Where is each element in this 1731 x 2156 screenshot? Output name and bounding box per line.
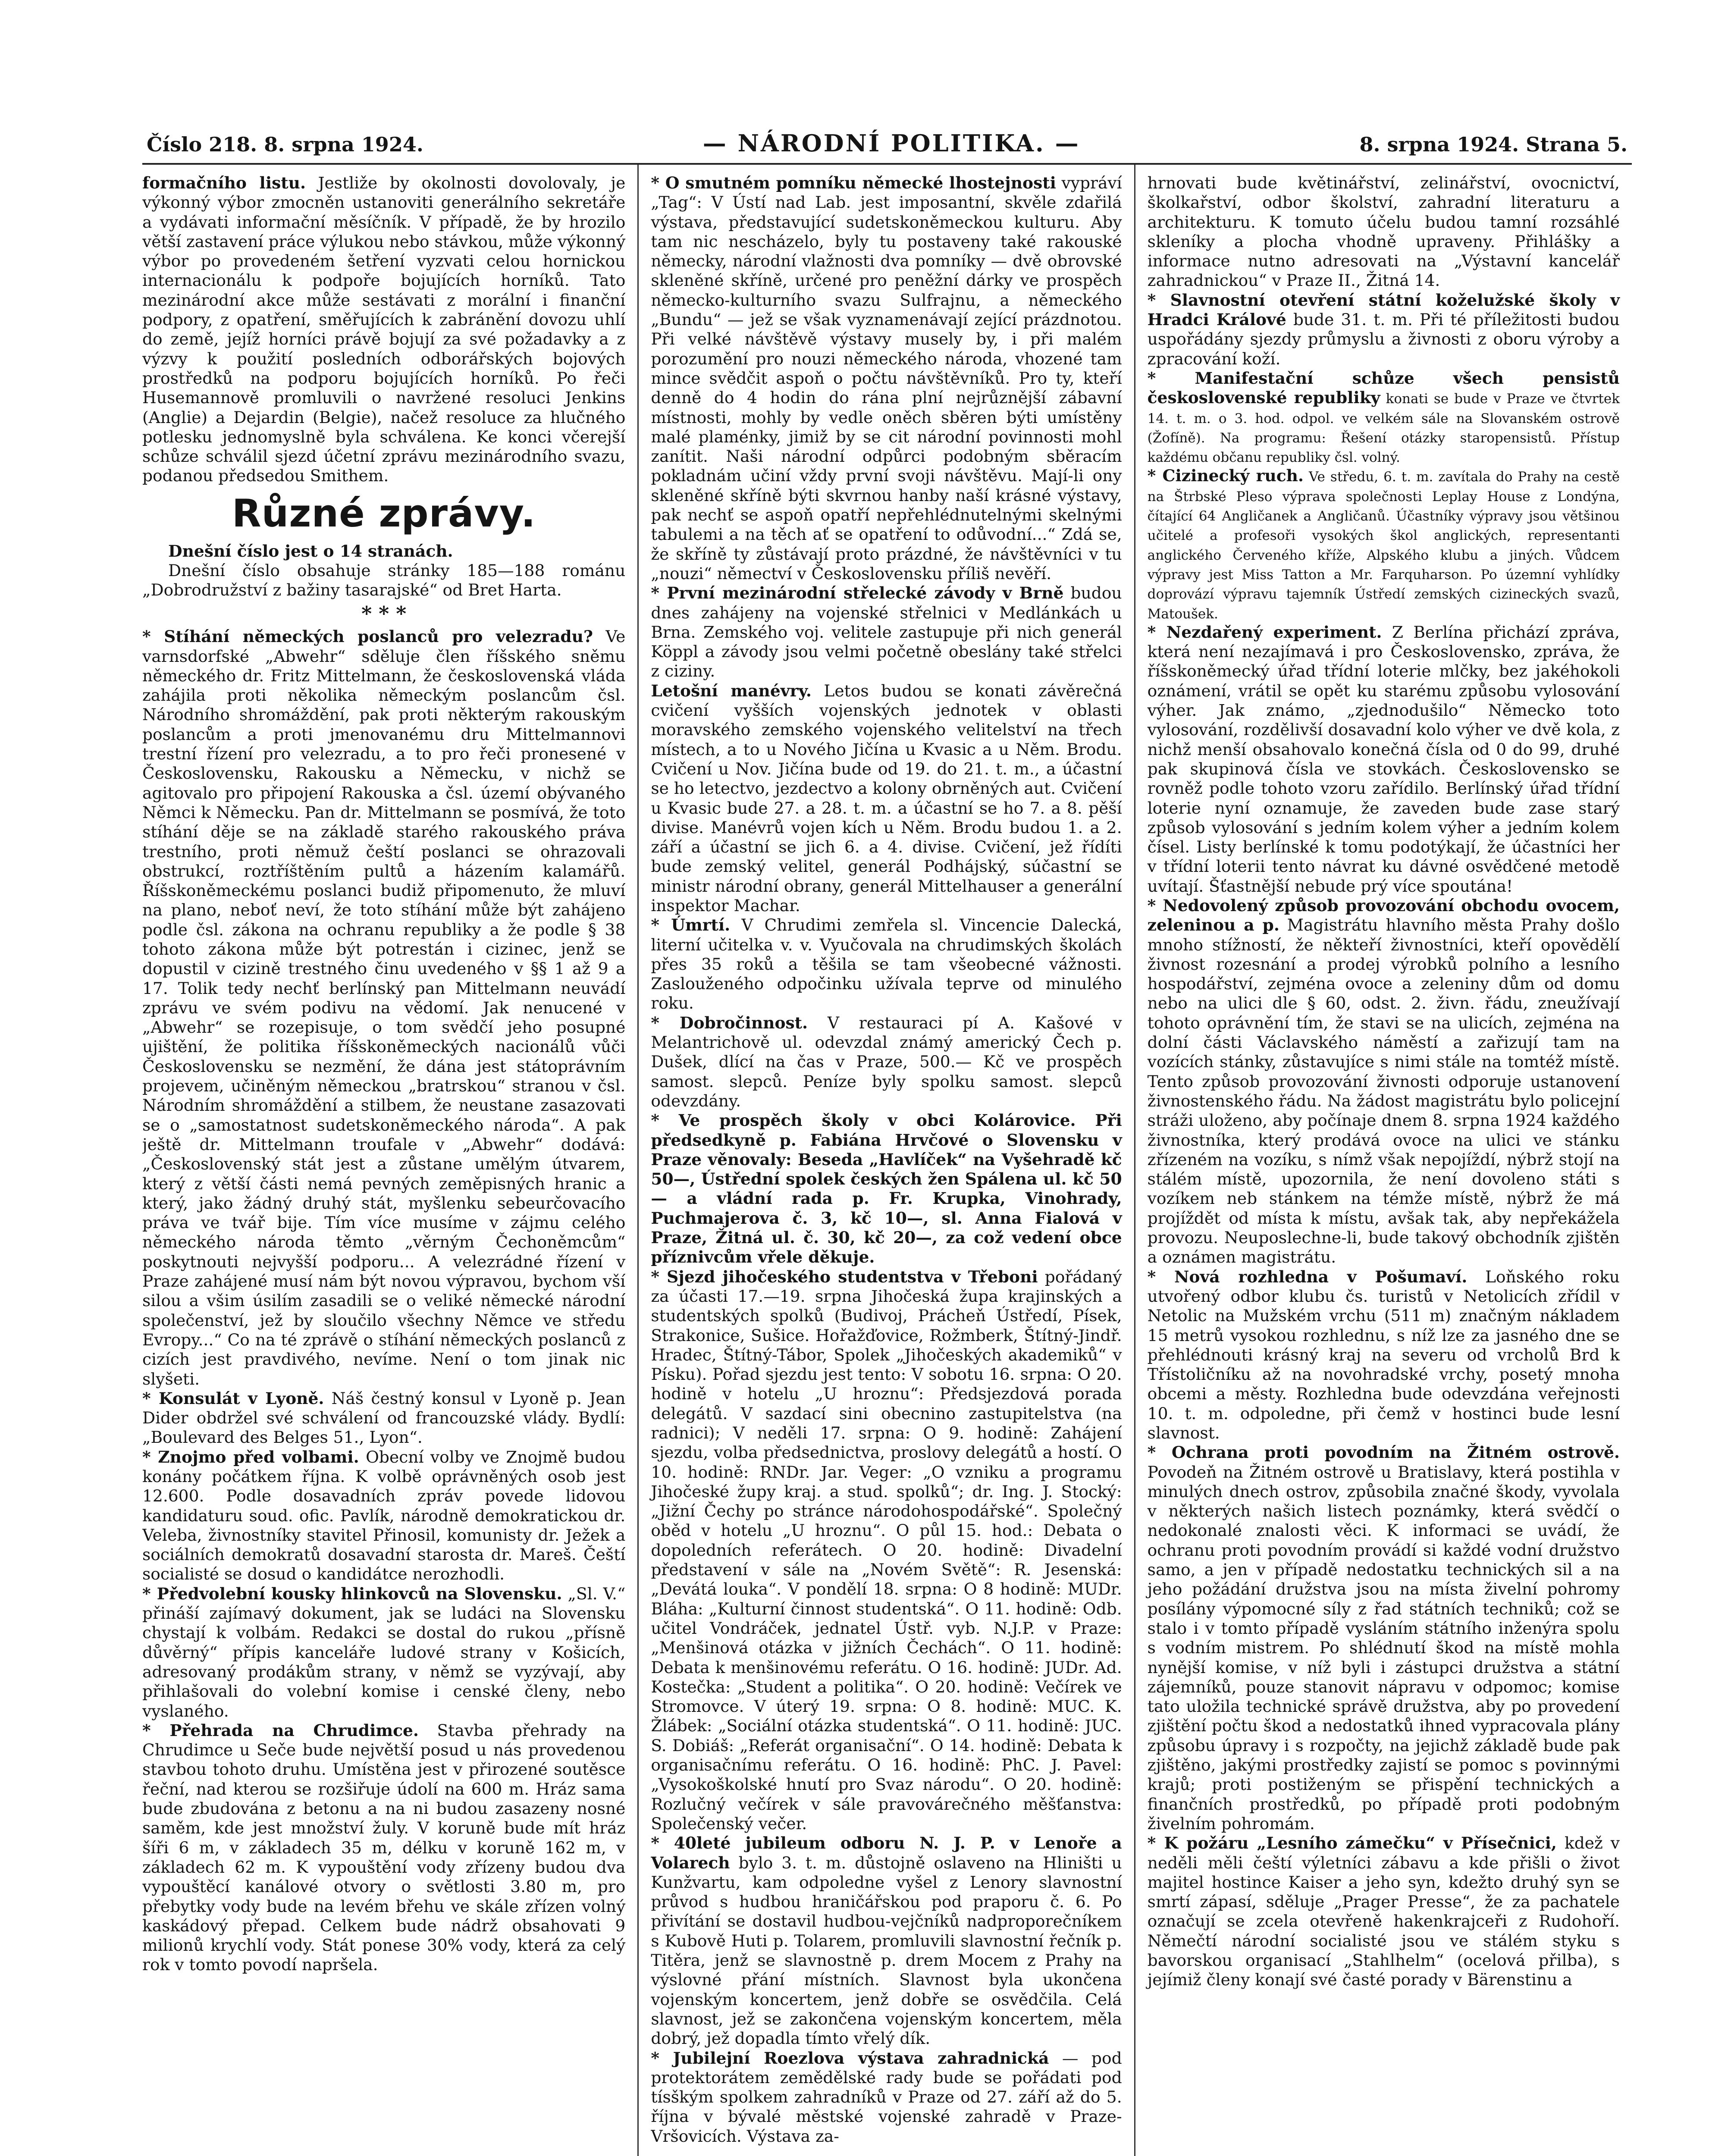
article-shooting-contest xyxy=(651,583,1122,681)
article-body: „Sl. V.“ přináší zajímavý dokument, jak se ludáci na Slovensku chystají k volbám. Redakci se dostal do rukou „přísně důvěrný“ přípis kanceláře ludové strany v Košicích, adresovaný prodákům strany, v němž se vyzývají, aby přihlašovali do volební komise i censké členy, nebo vyslaného. xyxy=(142,1584,626,1720)
issue-info: Číslo 218. 8. srpna 1924. xyxy=(147,133,423,156)
article-body: Stavba přehrady na Chrudimce u Seče bude největší posud u nás provedenou stavbou tohoto druhu. Umístěna jest v přirozené soutěsce řeční, nad kterou se rozšiřuje údolí na 600 m. Hráz sama bude zbudována z betonu a na ni budou zasazeny nosné saměm, kde jest množství žuly. V koruně bude mít hráz šíři 6 m, v základech 35 m, délku v koruně 162 m, v základech 62 m. K vypouštění vody zřízeny budou dva vypouštěcí kanálové otvory o světlosti 3.80 m, pro přebytky vody bude na levém břehu ve skále zřízen volný kaskádový přepad. Celkem bude nádrž obsahovati 9 milionů krychlí vody. Stát ponese 30% vody, která za celý rok v tomto povodí napršela. xyxy=(142,1720,626,1974)
article-deputies-prosecution xyxy=(142,627,625,1389)
article-pages-note xyxy=(142,542,625,561)
article-body: Jestliže by okolnosti dovolovaly, je výkonný výbor zmocněn ustanoviti generálního sekretáře a vydávati informační měsíčník. V případě, že by hrozilo větší zastavení práce výlukou nebo stávkou, může výkonný výbor po provedeném šetření vyzvati celou hornickou internacionálu k podpoře bojujících horníků. Tato mezinárodní akce může sestávati z morální i finanční podpory, z opatření, směřujících k zabránění dovozu uhlí do země, jejíž horníci právě bojují za své požadavky a z výzvy k použití posledních odborářských bojových prostředků na podporu bojujících horníků. Po řeči Husemannově promluvili o navržené resoluci Jenkins (Anglie) a Dejardin (Belgie), načež resoluce za hlučného potlesku jednomyslně byla schválena. Ke konci včerejší schůze schválil sjezd účetní zprávu mezinárodního svazu, podanou předsedou Smithem. xyxy=(142,173,626,486)
article-garden-exhibition xyxy=(651,2049,1122,2146)
article-lead: * Manifestační schůze všech pensistů československé republiky xyxy=(1147,368,1620,407)
article-fire-report xyxy=(1148,1833,1620,1990)
article-slovakia-elections xyxy=(142,1584,625,1721)
article-body: V Chrudimi zemřela sl. Vincencie Dalecká, literní učitelka v. v. Vyučovala na chrudimských školách přes 35 roků a těšila se tam všeobecné vážnosti. Zaslouženého odpočinku užívala teprve od minulého roku. xyxy=(651,915,1122,1013)
article-death xyxy=(651,915,1122,1013)
article-lead: * Nezdařený experiment. xyxy=(1147,622,1382,642)
article-body: Obecní volby ve Znojmě budou konány počátkem října. K volbě oprávněných osob jest 12.600. Podle dosavadních zpráv povede lidovou kandidaturu soud. ofic. Pavlík, národně demokratickou dr. Veleba, živnostníky stavitel Přinosil, komunisty dr. Ježek a sociálních demokratů dosavadní starosta dr. Mareš. Čeští socialisté se dosud o kandidátce nerozhodli. xyxy=(142,1447,626,1584)
article-lead: * K požáru „Lesního zámečku“ v Přísečnici, xyxy=(1147,1833,1557,1853)
article-lead: * První mezinárodní střelecké závody v Brně xyxy=(651,583,1064,603)
article-body: V restauraci pí A. Kašové v Melantrichově ul. odevzdal známý americký Čech p. Dušek, dlící na čas v Praze, 500.— Kč ve prospěch samost. slepců. Peníze byly spolku samost. slepců odevzdány. xyxy=(651,1013,1122,1110)
article-body: pořádaný za účasti 17.—19. srpna Jihočeská župa krajinských a studentských spolků (Budivoj, Prácheň Ústředí, Písek, Strakonice, Sušice. Hořažďovice, Rožmberk, Štítný-Jindř. Hradec, Štítný-Tábor, Spolek „Jihočeských akademiků“ v Písku). Pořad sjezdu jest tento: V sobotu 16. srpna: O 20. hodině v hotelu „U hroznu“: Předsjezdová porada delegátů. V sazdací sini obecnino zastupitelstva (na radnici); V neděli 17. srpna: O 9. hodině: Zahájení sjezdu, volba předsednictva, proslovy delegátů a hostí. O 10. hodině: RNDr. Jar. Veger: „O vzniku a programu Jihočeské župy kraj. a stud. spolků“; dr. Ing. J. Stocký: „Jižní Čechy po stránce národohospodářské“. Společný oběd v hotelu „U hroznu“. O půl 15. hod.: Debata o dopoledních referátech. O 20. hodině: Divadelní představení v sále na „Novém Světě“: R. Jesenská: „Devátá louka“. V pondělí 18. srpna: O 8 hodině: MUDr. Bláha: „Kulturní činnost studentská“. O 11. hodině: Odb. učitel Vondráček, jednatel Ústř. vyb. N.J.P. v Praze: „Menšinová otázka v jižních Čechách“. O 11. hodině: Debata k menšinovému referátu. O 16. hodině: JUDr. Ad. Kostečka: „Student a politika“. O 20. hodině: Večírek ve Stromovce. V úterý 19. srpna: O 8. hodině: MUC. K. Žlábek: „Sociální otázka studentská“. O 11. hodině: JUC. S. Dobiáš: „Referát organisační“. O 14. hodině: Debata k organisačnímu referátu. O 16. hodině: PhC. J. Pavel: „Vysokoškolské hnutí pro Svaz národu“. O 20. hodině: Rozlučný večírek v sále pravovárečného měšťanstva: Společenský večer. xyxy=(651,1267,1122,1833)
article-lead: Letošní manévry. xyxy=(651,681,812,700)
article-tannery-school xyxy=(1148,291,1620,369)
article-lead: * Dobročinnost. xyxy=(651,1013,808,1032)
article-student-congress xyxy=(651,1267,1122,1834)
article-lenora-jubilee xyxy=(651,1833,1122,2048)
article-body: Ve středu, 6. t. m. zavítala do Prahy na cestě na Štrbské Pleso výprava společnosti Leplay House z Londýna, čítající 64 Angličanek a Angličanů. Účastníky výpravy jsou většinou učitelé a profesoři vysokých škol anglických, representanti anglického Červeného kříže, Alpského klubu a jiných. Vůdcem výpravy jest Miss Tatton a Mr. Farquharson. Po územní vyhlídky doprovází výpravu tajemník Ústředí zemských cizineckých svazů, Matoušek. xyxy=(1147,469,1620,622)
separator-stars: * * * xyxy=(361,602,407,625)
article-body: Z Berlína přichází zpráva, která není nezajímavá i pro Československo, zpráva, že říšskoněmecký úřad třídní loterie mlčky, bez jakéhokoli oznámení, vrátil se opět ku starému způsobu vylosování výher. Jak známo, „zjednodušilo“ Německo toto vylosování, rozdělivší dosavadní kolo výher ve dvě kola, z nichž menší obsahovalo konečná čísla od 0 do 99, druhé pak skupinová čísla ve stovkách. Československo se rovněž podle tohoto vzoru zařídilo. Berlínský úřad třídní loterie nyní oznamuje, že zaveden bude zase starý způsob vylosování s jedním kolem výher a jedním kolem čísel. Listy berlínské k tomu podotýkají, že účastníci her v třídní loterii tento návrat ku dávné osvědčené metodě uvítají. Šťastnější nebude prý více spoutána! xyxy=(1147,622,1620,896)
article-lead: * Znojmo před volbami. xyxy=(142,1447,359,1467)
masthead xyxy=(142,129,1632,165)
column-2 xyxy=(639,165,1135,2156)
article-columns xyxy=(142,165,1632,2156)
article-lead: formačního listu. xyxy=(142,173,306,192)
article-lead: * Předvolební kousky hlinkovců na Slovensku. xyxy=(142,1584,562,1603)
article-lead: * Úmrtí. xyxy=(651,915,731,935)
article-lead: * Jubilejní Roezlova výstava zahradnická xyxy=(651,2048,1049,2068)
article-body: budou dnes zahájeny na vojenské střelnici v Medlánkách u Brna. Zemského voj. velitele zastupuje při nich generál Köppl a závody jsou velmi početně obeslány také střelci z ciziny. xyxy=(651,583,1122,681)
article-kolarovice-school xyxy=(651,1111,1122,1267)
article-pensioners-meeting xyxy=(1148,369,1620,466)
article-body: bylo 3. t. m. důstojně oslaveno na Hliništi u Kunžvartu, kam odpoledne vyšel z Lenory slavnostní průvod s hudbou hraničářskou pod praporu č. 6. Po přivítání se dostavil hudbou-vejčníků nadproporečníkem s Kubově Huti p. Tolarem, promluvili slavnostní řečník p. Titěra, jenž se slavnostně p. drem Mocem z Prahy na výslovné přání místních. Slavnost byla ukončena vojenským koncertem, jenž dobře se osvědčila. Celá slavnost, jež se zakončena vojenským koncertem, měla dobrý, jež dopadla tímto vřelý dík. xyxy=(651,1853,1122,2048)
article-garden-exhibition-cont xyxy=(1148,173,1620,291)
article-znojmo-elections xyxy=(142,1448,625,1584)
article-lead: * Sjezd jihočeského studentstva v Třeboni xyxy=(651,1267,1038,1286)
newspaper-title: — NÁRODNÍ POLITIKA. — xyxy=(702,129,1080,157)
article-body: kdež v neděli měli čeští výletníci zábavu a kde přišli o život majitel hostince Kaiser a jeho syn, kdežto druhý syn se smrtí zápasí, sděluje „Prager Presse“, že za pachatele označují se zcela otevřeně hakenkrajceři z Rudohoří. Němečtí národní socialisté jsou ve stálém styku s bavorskou organisací „Stahlhelm“ (ocelová přilba), s jejímiž členy konají své časté porady v Bärenstinu a xyxy=(1147,1833,1620,1990)
article-flood-protection xyxy=(1148,1443,1620,1833)
article-tourism xyxy=(1148,466,1620,622)
article-body: Ve varnsdorfské „Abwehr“ sděluje člen říšského sněmu německého dr. Fritz Mittelmann, že československá vláda zahájila proti několika německým poslancům čsl. Národního shromáždění, pak proti některým rakouským poslancům a proti jmenovanému dru Mittelmannovi trestní řízení pro velezradu, a to pro řeči pronesené v Československu, Rakousku a Německu, v nichž se agitovalo pro připojení Rakouska a čsl. území obývaného Němci k Německu. Pan dr. Mittelmann se posmívá, že toto stíhání děje se na základě starého rakouského práva trestního, proti němuž čeští poslanci se ohrazovali obstrukcí, roztříštěním pultů a házením kalamářů. Říšskoněmeckému poslanci budiž připomenuto, že mluví na plano, neboť neví, že toto stíhání může být zahájeno podle čsl. zákona na ochranu republiky a že podle § 38 tohoto zákona může být potrestán i cizinec, jenž se dopustil v cizině trestného činu uvedeného v §§ 1 až 9 a 17. Tolik tedy nechť berlínský pan Mittelmann neuvádí zprávu ve svém podivu na vědomí. Jak nenucené v „Abwehr“ se rozepisuje, o tom svědčí jeho posupné ujištění, že politika říšskoněmeckých nacionálů vůči Československu se nezmění, že dána jest státoprávním projevem, učiněným německou „bratrskou“ stranou v čsl. Národním shromáždění a stilbem, že neustane zasazovati se o „samostatnost sudetskoněmeckého národa“. A pak ještě dr. Mittelmann troufale v „Abwehr“ dodává: „Československý stát jest a zůstane umělým útvarem, který z větší části nemá pevných zeměpisných hranic a který, jako žádný druhý stát, myšlenku sebeurčovacího práva ve tvář bije. Tím více musíme v zájmu celého německého národa těmto „věrným Čechoněmcům“ poskytnouti nejvyšší podporu... A velezrádné řízení v Praze zahájené musí nám být novou výpravou, bychom vší silou a všim úsilím zasadili se o veliké německé národní společenství, jež by sloučilo všechny Němce ve středu Evropy...“ Co na té zprávě o stíhání německých poslanců z cizích jest pravdivého, nevíme. Není o tom jinak nic slyšeti. xyxy=(142,627,626,1388)
article-lead: * Stíhání německých poslanců pro velezradu? xyxy=(142,627,593,646)
article-lottery-experiment xyxy=(1148,623,1620,896)
article-body: Dnešní číslo obsahuje stránky 185—188 románu „Dobrodružství z bažiny tasarajské“ od Bret Harta. xyxy=(142,561,626,600)
date-page-info: 8. srpna 1924. Strana 5. xyxy=(1359,133,1628,156)
article-lead: * Ve prospěch školy v obci Kolárovice. xyxy=(651,1111,1076,1130)
article-street-vendors xyxy=(1148,896,1620,1267)
article-body: Magistrátu hlavního města Prahy došlo mnoho stížností, že někteří živnostníci, kteří opovědělí živnost rozesnání a prodej výrobků polního a lesního hospodářství, zejména ovoce a zeleniny dům od domu nebo na ulici dle § 60, odst. 2. živn. řádu, zneužívají tohoto oprávnění tím, že stavi se na ulicích, zejména na dolní části Václavského náměstí a zařizují tam na vozících stánky, zůstavujíce s nimi stále na tomtéž místě. Tento způsob provozování živnosti odporuje ustanovení živnostenského řádu. Na žádost magistrátu bylo policejní stráži uloženo, aby počínaje dnem 8. srpna 1924 každého živnostníka, který prodává ovoce na ulici ve stánku zřízeném na vozíku, s nímž však nepojíždí, nýbrž stojí na stálém místě, upozornila, že není dovoleno státi s vozíkem neb stánkem na témže místě, nýbrž že má projíždět od místa k místu, avšak tak, aby nepřekážela provozu. Neuposlechne-li, bude takový obchodník zjištěn a oznámen magistrátu. xyxy=(1147,915,1620,1267)
article-maneuvers xyxy=(651,681,1122,916)
article-lead: * Přehrada na Chrudimce. xyxy=(142,1720,419,1740)
article-lead: Dnešní číslo jest o 14 stranách. xyxy=(168,541,453,561)
article-lead: * Konsulát v Lyoně. xyxy=(142,1388,324,1408)
article-body: — pod protektorátem zemědělské rady bude se pořádati pod tísškým spolkem zahradníků v Praze od 27. září až do 5. října v bývalé městské vojenské zahradě v Praze-Vršovicích. Výstava za- xyxy=(651,2048,1122,2146)
article-miners-resolution xyxy=(142,173,625,486)
column-3 xyxy=(1135,165,1632,2156)
article-lead: * Nová rozhledna v Pošumaví. xyxy=(1147,1267,1468,1286)
article-lead: * O smutném pomníku německé lhostejnosti xyxy=(651,173,1056,192)
article-body: hrnovati bude květinářství, zelinářství, ovocnictví, školkařství, odbor školství, zahradní literaturu a architekturu. K tomuto účelu budou tamní rozsáhlé skleníky a plocha vhodně upraveny. Přihlášky a informace nutno adresovati na „Výstavní kancelář zahradnickou“ v Praze II., Žitná 14. xyxy=(1147,173,1620,290)
article-body: Povodeň na Žitném ostrově u Bratislavy, která postihla v minulých dnech ostrov, způsobila značné škody, vyvolala v některých našich listech poznámky, která svědčí o nedokonalé znalosti věci. K informaci se uvádí, že ochranu proti povodním provádí si každé vodní družstvo samo, a jen v případě nedostatku technických sil a na jeho požádání družstva jsou na místa živelní pohromy posílány výpomocné síly z řad státních techniků; což se stalo i v tomto případě vysláním státního inženýra spolu s vodním mistrem. Po shlédnutí škod na místě mohla nynější komise, v níž byli i zástupci družstva a státní zájemníků, pouze stanovit nápravu v odpomoc; komise tato uložila technické správě družstva, aby po provedení zjištění počtu škod a nedostatků ihned vypracovala plány způsobu úpravy i s rozpočty, na jejichž základě bude pak zjištěno, jakými prostředky zajistí se pomoc s povinnými krajů; proti postiženým se přispění technických a finančních prostředků, po případě proti podobným živelním pohromám. xyxy=(1147,1462,1620,1833)
article-body: Náš čestný konsul v Lyoně p. Jean Dider obdržel své schválení od francouzské vlády. Bydlí: „Boulevard des Belges 51., Lyon“. xyxy=(142,1388,626,1447)
article-body: bude 31. t. m. Při té příležitosti budou uspořádány sjezdy průmyslu a živnosti z oboru výroby a zpracování koží. xyxy=(1147,310,1620,368)
section-heading: Různé zprávy. xyxy=(232,491,536,536)
article-lead: * Nedovolený způsob provozování obchodu ovocem, zeleninou a p. xyxy=(1147,896,1620,935)
article-charity xyxy=(651,1013,1122,1111)
article-body: Při předsedkyně p. Fabiána Hrvčové o Slovensku v Praze věnovaly: Beseda „Havlíček“ na Vyšehradě kč 50—, Ústřední spolek českých žen Spálena ul. kč 50— a vládní rada p. Fr. Krupka, Vinohrady, Puchmajerova č. 3, kč 10—, sl. Anna Fialová v Praze, Žitná ul. č. 30, kč 20—, za což vedení obce příznivcům vřele děkuje. xyxy=(651,1111,1122,1267)
article-lyon-consulate xyxy=(142,1389,625,1448)
article-body: Loňského roku utvořený odbor klubu čs. turistů v Netolicích zřídil v Netolic na Mužském vrchu (511 m) značným nákladem 15 metrů vysokou rozhlednu, s níž lze za jasného dne se přehlédnouti krásný kraj na severu od vrcholů Brd k Třístoličníku až na novohradské vrchy, posetý mnoha obcemi a městy. Rozhledna bude odevzdána veřejnosti 10. t. m. odpoledne, při čemž v hostinci bude lesní slavnost. xyxy=(1147,1267,1620,1442)
article-body: Letos budou se konati závěrečná cvičení vyšších vojenských jednotek v oblasti moravského zemského vojenského velitelství na třech místech, a to u Nového Jičína u Kvasic a u Něm. Brodu. Cvičení u Nov. Jičína bude od 19. do 21. t. m., a účastní se ho letectvo, jezdectvo a kolony obrněných aut. Cvičení u Kvasic bude 27. a 28. t. m. a účastní se ho 7. a 8. pěší divise. Manévrů vojen kích u Něm. Brodu budou 1. a 2. září a účastní se jich 6. a 4. divise. Cvičení, jež řídíti bude zemský velitel, generál Podhájský, súčastní se ministr národní obrany, generál Mittelhauser a generální inspektor Machar. xyxy=(651,681,1122,915)
article-lead: * 40leté jubileum odboru N. J. P. v Lenoře a Volarech xyxy=(651,1833,1122,1872)
article-body: vypráví „Tag“: V Ústí nad Lab. jest imposantní, skvěle zdařilá výstava, představující sudetskoněmeckou kulturu. Aby tam nic nescházelo, byly tu postaveny také rakouské německy, národní vlažnosti dva pomníky — dvě obrovské skleněné skříně, určené pro peněžní dárky ve prospěch německo-kulturního svazu Sulfrajnu, a německého „Bundu“ — jež se však vyznamenávají zející prázdnotou. Při velké návštěvě výstavy musely by, i při malém porozumění pro nouzi německého národa, vhozené tam mince svědčit aspoň o počtu návštěvníků. Pro ty, kteří denně do 4 hodin do rána plní nejrůznější zábavní místnosti, mohly by vedle oněch sběren býti umístěny malé plaménky, jimiž by se cit národní povinnosti mohl zanítit. Naši národní odpůrci podobným sběracím pokladnám učiní vždy první svoji návštěvu. Mají-li ony skleněné skříně býti skvrnou hanby naší krásné výstavy, pak nechť se aspoň opatří nepřehlédnutelnými skelnými tabulemi a na těch ať se opatření to odůvodní...“ Zdá se, že skříně ty zůstávají proto prázdné, že návštěvníci v tu „nouzi“ němectví v Československu příliš nevěří. xyxy=(651,173,1122,583)
article-lead: * Ochrana proti povodním na Žitném ostrově. xyxy=(1147,1443,1620,1462)
article-lead: * Slavnostní otevření státní koželužské školy v Hradci Králové xyxy=(1147,290,1620,329)
article-chrudimka-dam xyxy=(142,1721,625,1975)
article-body: konati se bude v Praze ve čtvrtek 14. t. m. o 3. hod. odpol. ve velkém sále na Slovanském ostrově (Žofíně). Na programu: Řešení otázky staropensistů. Přístup každému občanu republiky čsl. volný. xyxy=(1147,391,1620,466)
article-lookout-tower xyxy=(1148,1267,1620,1443)
column-1 xyxy=(142,165,639,2156)
article-monument-indifference xyxy=(651,173,1122,583)
article-lead: * Cizinecký ruch. xyxy=(1147,466,1304,486)
article-novel-note xyxy=(142,561,625,600)
